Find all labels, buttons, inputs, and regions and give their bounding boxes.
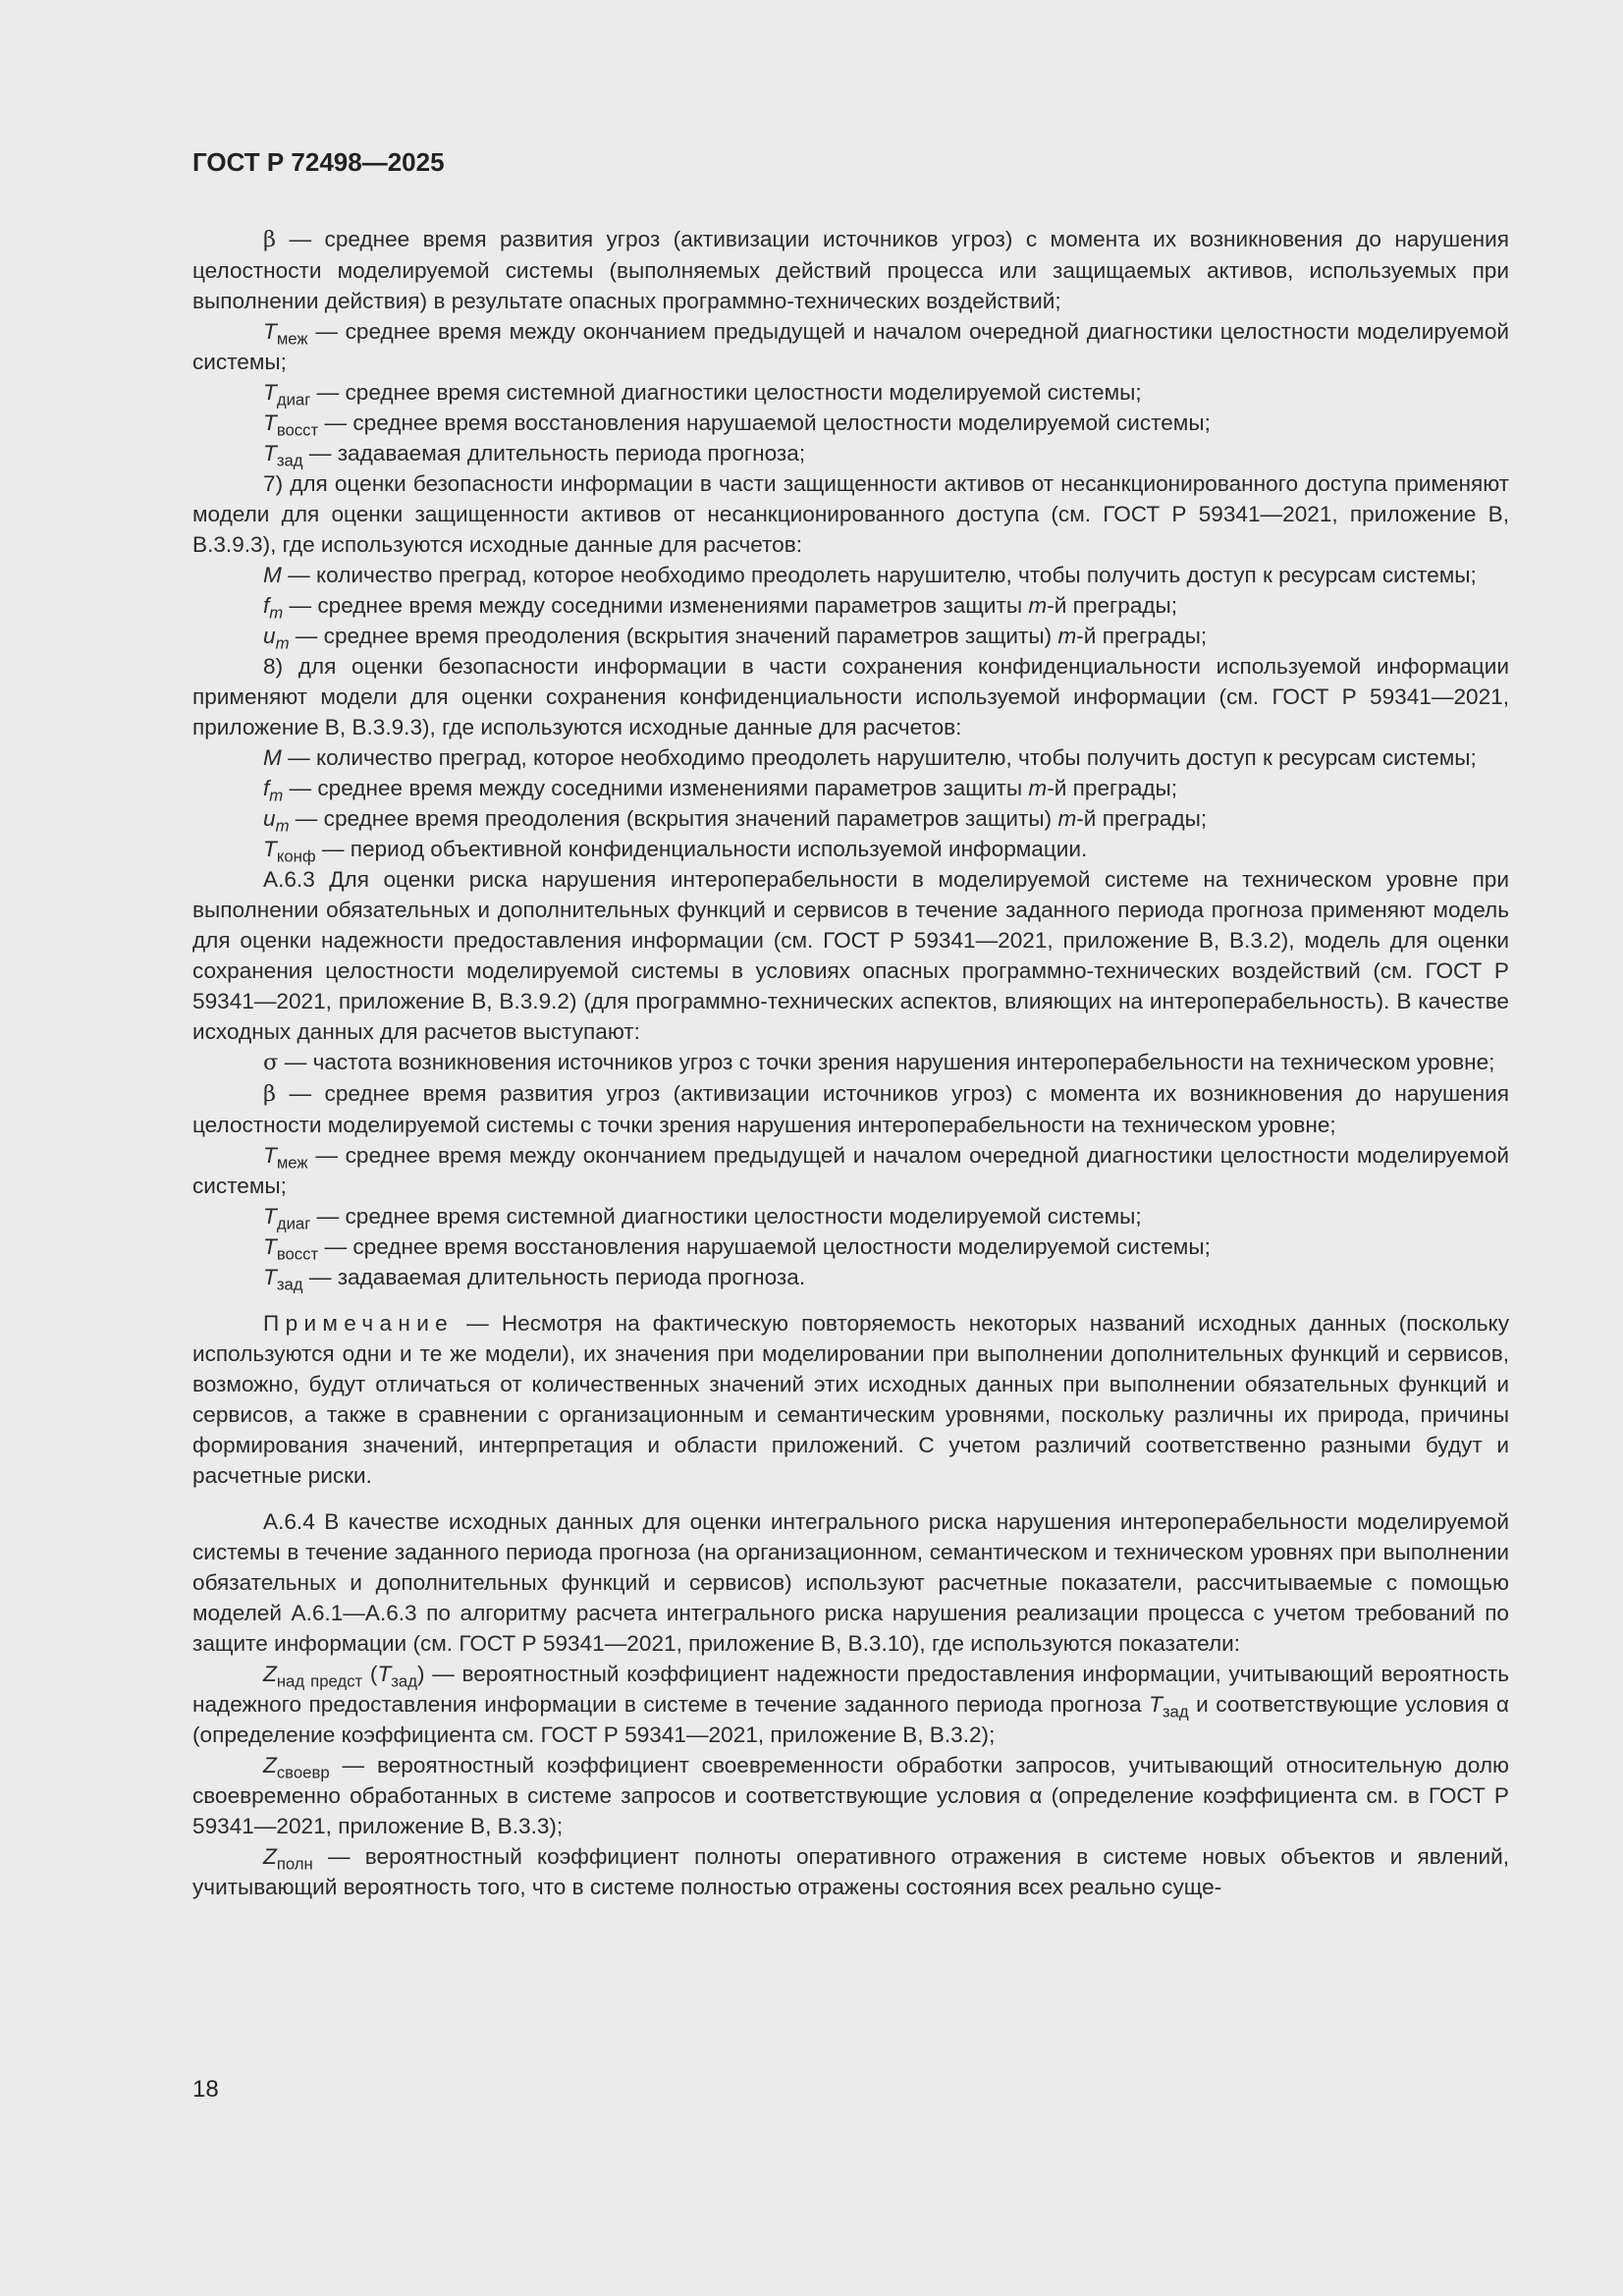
symbol-t: T: [263, 319, 277, 344]
paragraph-text: — вероятностный коэффициент надежности предоставления информации, учитывающий вероятность надежного предоставления информации в системе в течение заданного периода прогноза: [192, 1662, 1509, 1717]
paragraph-text: — среднее время системной диагностики целостности моделируемой системы;: [316, 380, 1142, 405]
paragraph-text: — частота возникновения источников угроз с точки зрения нарушения интероперабельности на техническом уровне;: [284, 1050, 1495, 1074]
paragraph: [192, 1201, 1509, 1231]
subscript: меж: [276, 329, 308, 349]
paragraph: [192, 803, 1509, 834]
document-header: ГОСТ Р 72498—2025: [192, 147, 445, 177]
paragraph: [192, 742, 1509, 773]
symbol-t: T: [263, 1143, 277, 1168]
subscript: m: [275, 633, 290, 653]
paragraph-text: — среднее время преодоления (вскрытия значений параметров защиты): [295, 806, 1053, 831]
symbol-m: m: [1057, 806, 1077, 831]
paragraph-text: -й преграды;: [1047, 593, 1178, 618]
paragraph-text: — среднее время системной диагностики целостности моделируемой системы;: [316, 1204, 1142, 1229]
subscript: m: [275, 816, 290, 836]
paragraph-text: — количество преград, которое необходимо преодолеть нарушителю, чтобы получить доступ к ресурсам системы;: [288, 563, 1477, 587]
symbol-z: Z: [263, 1662, 277, 1686]
subscript: m: [269, 786, 284, 805]
section-a64-paragraph: А.6.4 В качестве исходных данных для оценки интегрального риска нарушения интероперабельности моделируемой системы в течение заданного периода прогноза (на организационном, семантическом и техническом уровнях при выполнении обязательных и дополнительных функций и сервисов) используют расчетные показатели, рассчитываемые с помощью моделей А.6.1—А.6.3 по алгоритму расчета интегрального риска нарушения реализации процесса с учетом требований по защите информации (см. ГОСТ Р 59341—2021, приложение В, В.3.10), где используются показатели:: [192, 1509, 1509, 1656]
paragraph-text: — период объективной конфиденциальности используемой информации.: [321, 837, 1088, 861]
symbol-f: f: [263, 776, 270, 800]
paragraph-text: — среднее время восстановления нарушаемой целостности моделируемой системы;: [324, 410, 1211, 435]
paragraph-text: — среднее время восстановления нарушаемой целостности моделируемой системы;: [324, 1234, 1211, 1259]
symbol-t: T: [263, 441, 277, 465]
paragraph: 8) для оценки безопасности информации в части сохранения конфиденциальности используемой информации применяют модели для оценки сохранения конфиденциальности используемой информации (см. ГОСТ Р 59341—2021, приложение В, В.3.9.3), где используются исходные данные для расчетов:: [192, 654, 1509, 739]
paragraph-text: — среднее время между соседними изменениями параметров защиты: [289, 776, 1023, 800]
paragraph: [192, 316, 1509, 377]
paragraph-text: — вероятностный коэффициент своевременности обработки запросов, учитывающий относительную долю своевременно обработанных в системе запросов и соответствующие условия α (определение коэффициента см. в ГОСТ Р 59341—2021, приложение В, В.3.3);: [192, 1753, 1509, 1838]
symbol-u: u: [263, 806, 276, 831]
document-body: [192, 224, 1509, 1902]
paragraph: [192, 1231, 1509, 1262]
symbol-m: M: [263, 563, 282, 587]
paragraph: [192, 621, 1509, 651]
paragraph: [192, 560, 1509, 590]
paragraph: [192, 834, 1509, 864]
paragraph: [192, 1047, 1509, 1078]
paragraph-text: — среднее время развития угроз (активизации источников угроз) с момента их возникновения до нарушения целостности моделируемой системы (выполняемых действий процесса или защищаемых активов, используемых при выполнении действия) в результате опасных программно-технических воздействий;: [192, 227, 1509, 313]
paragraph: [192, 1078, 1509, 1140]
symbol-t: T: [263, 1204, 277, 1229]
paragraph-text: — задаваемая длительность периода прогноза.: [308, 1265, 806, 1289]
symbol-sigma: σ: [263, 1050, 279, 1075]
paragraph: [192, 438, 1509, 468]
subscript: зад: [1162, 1702, 1189, 1722]
paragraph: $Z_{над предст}$ $(T_{зад})$ — вероятностный коэффициент надежности предоставления информации, учитывающий вероятность надежного предоставления информации в системе в течение заданного периода прогноза $T_{зад}$ и соответствующие условия α (определение коэффициента см. ГОСТ Р 59341—2021, приложение В, В.3.2);: [192, 1662, 1509, 1747]
section-a63-paragraph: А.6.3 Для оценки риска нарушения интероперабельности в моделируемой системе на техническом уровне при выполнении обязательных и дополнительных функций и сервисов в течение заданного периода прогноза применяют модель для оценки надежности предоставления информации (см. ГОСТ Р 59341—2021, приложение В, В.3.2), модель для оценки сохранения целостности моделируемой системы в условиях опасных программно-технических воздействий (см. ГОСТ Р 59341—2021, приложение В, В.3.9.2) (для программно-технических аспектов, влияющих на интероперабельность). В качестве исходных данных для расчетов выступают:: [192, 867, 1509, 1044]
paragraph: [192, 1262, 1509, 1292]
paragraph: 7) для оценки безопасности информации в части защищенности активов от несанкционированного доступа применяют модели для оценки защищенности активов от несанкционированного доступа (см. ГОСТ Р 59341—2021, приложение В, В.3.9.3), где используются исходные данные для расчетов:: [192, 471, 1509, 557]
subscript: меж: [276, 1153, 308, 1173]
paragraph-text: -й преграды;: [1076, 624, 1208, 648]
symbol-m: m: [1028, 593, 1048, 618]
paragraph: [192, 377, 1509, 408]
paragraph: [192, 1841, 1509, 1902]
symbol-m: m: [1028, 776, 1048, 800]
page-number: 18: [192, 2076, 219, 2103]
paragraph: [192, 1140, 1509, 1201]
paragraph: [192, 408, 1509, 438]
paragraph: [192, 590, 1509, 621]
symbol-z: Z: [263, 1844, 277, 1869]
subscript: m: [269, 603, 284, 623]
subscript: восст: [276, 1244, 319, 1264]
symbol-t: T: [263, 410, 277, 435]
subscript: зад: [276, 1275, 303, 1294]
symbol-z: Z: [263, 1753, 277, 1777]
symbol-m: m: [1057, 624, 1077, 648]
subscript: зад: [276, 451, 303, 470]
symbol-u: u: [263, 624, 276, 648]
paragraph-text: — среднее время развития угроз (активизации источников угроз) с момента их возникновения до нарушения целостности моделируемой системы с точки зрения нарушения интероперабельности на техническом уровне;: [192, 1081, 1509, 1137]
symbol-m: M: [263, 745, 282, 770]
note-label: Примечание: [263, 1311, 455, 1336]
paragraph-text: — задаваемая длительность периода прогноза;: [308, 441, 806, 465]
paragraph-text: — среднее время между окончанием предыдущей и началом очередной диагностики целостности моделируемой системы;: [192, 1143, 1510, 1198]
symbol-beta: β: [263, 1081, 277, 1107]
subscript: своевр: [276, 1763, 330, 1782]
paragraph-text: и соответствующие условия α (определение коэффициента см. ГОСТ Р 59341—2021, приложение В, В.3.2);: [192, 1692, 1509, 1747]
paragraph-text: -й преграды;: [1047, 776, 1178, 800]
paragraph-text: -й преграды;: [1076, 806, 1208, 831]
paragraph: [192, 224, 1509, 316]
subscript: полн: [276, 1854, 313, 1874]
symbol-t: T: [263, 1265, 277, 1289]
paragraph: [192, 1750, 1509, 1841]
symbol-t: T: [1149, 1692, 1163, 1717]
symbol-t: T: [263, 380, 277, 405]
subscript: диаг: [276, 1214, 311, 1233]
paragraph-text: — среднее время преодоления (вскрытия значений параметров защиты): [295, 624, 1053, 648]
symbol-beta: β: [263, 227, 277, 252]
subscript: восст: [276, 420, 319, 440]
subscript: над предст: [276, 1671, 363, 1691]
subscript: зад: [391, 1671, 417, 1691]
symbol-t: T: [263, 1234, 277, 1259]
paragraph-text: — количество преград, которое необходимо преодолеть нарушителю, чтобы получить доступ к ресурсам системы;: [288, 745, 1477, 770]
symbol-t: T: [377, 1662, 392, 1686]
note-text: — Несмотря на фактическую повторяемость некоторых названий исходных данных (поскольку используются одни и те же модели), их значения при моделировании при выполнении дополнительных функций и сервисов, возможно, будут отличаться от количественных значений этих исходных данных при выполнении обязательных функций и сервисов, а также в сравнении с организационным и семантическим уровнями, поскольку различны их природа, причины формирования значений, интерпретация и области приложений. С учетом различий соответственно разными будут и расчетные риски.: [192, 1311, 1509, 1488]
subscript: диаг: [276, 390, 311, 410]
symbol-t: T: [263, 837, 277, 861]
paragraph-text: — среднее время между окончанием предыдущей и началом очередной диагностики целостности моделируемой системы;: [192, 319, 1510, 374]
subscript: конф: [276, 847, 316, 866]
symbol-f: f: [263, 593, 270, 618]
paragraph: [192, 773, 1509, 803]
paragraph-text: — вероятностный коэффициент полноты оперативного отражения в системе новых объектов и явлений, учитывающий вероятность того, что в системе полностью отражены состояния всех реально суще-: [192, 1844, 1509, 1899]
note-paragraph: [192, 1308, 1509, 1491]
paragraph-text: — среднее время между соседними изменениями параметров защиты: [289, 593, 1023, 618]
